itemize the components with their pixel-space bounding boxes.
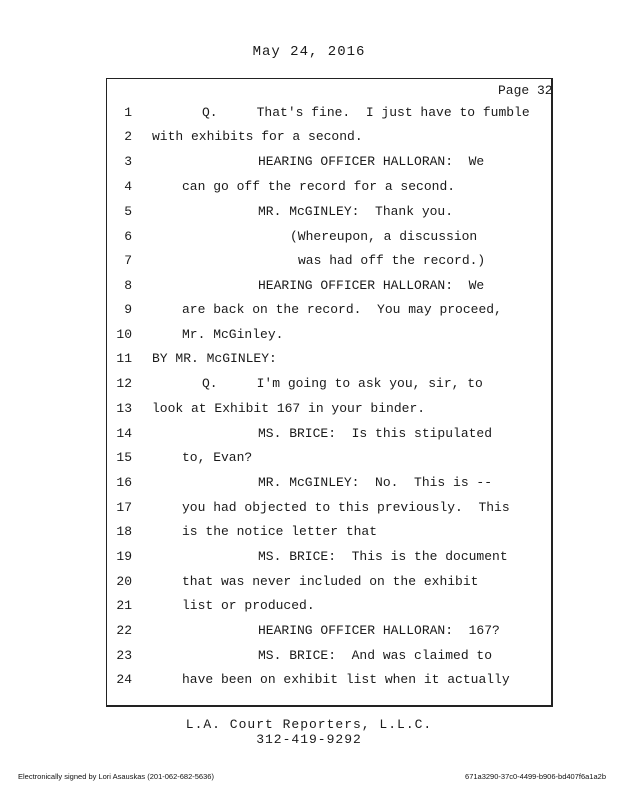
footer-company: L.A. Court Reporters, L.L.C. [185,717,433,732]
footer-phone: 312-419-9292 [256,732,362,747]
line-number: 13 [116,401,132,416]
transcript-line [0,302,618,322]
line-number: 6 [124,229,132,244]
transcript-line [0,179,618,199]
transcript-line [0,475,618,495]
transcript-line [0,450,618,470]
line-text: with exhibits for a second. [152,129,363,144]
line-number: 24 [116,672,132,687]
line-number: 12 [116,376,132,391]
line-text: HEARING OFFICER HALLORAN: We [258,278,485,293]
line-text: Mr. McGinley. [182,327,284,342]
transcript-line [0,401,618,421]
line-number: 9 [124,302,132,317]
transcript-line [0,204,618,224]
transcript-line [0,253,618,273]
line-text: to, Evan? [182,450,253,465]
transcript-line [0,623,618,643]
transcript-line [0,672,618,692]
line-number: 17 [116,500,132,515]
line-number: 22 [116,623,132,638]
line-text: Q. I'm going to ask you, sir, to [202,376,483,391]
line-number: 23 [116,648,132,663]
line-number: 2 [124,129,132,144]
page-number: Page 32 [498,83,553,98]
line-number: 5 [124,204,132,219]
line-text: have been on exhibit list when it actually [182,672,510,687]
line-number: 20 [116,574,132,589]
line-text: MS. BRICE: And was claimed to [258,648,493,663]
line-text: MR. McGINLEY: Thank you. [258,204,454,219]
transcript-line [0,500,618,520]
line-text: look at Exhibit 167 in your binder. [152,401,426,416]
line-number: 11 [116,351,132,366]
line-text: that was never included on the exhibit [182,574,479,589]
line-text: HEARING OFFICER HALLORAN: We [258,154,485,169]
line-text: (Whereupon, a discussion [290,229,478,244]
line-text: MS. BRICE: Is this stipulated [258,426,493,441]
esign-document-id: 671a3290-37c0-4499-b906-bd407f6a1a2b [465,772,606,781]
line-number: 15 [116,450,132,465]
line-number: 16 [116,475,132,490]
line-number: 10 [116,327,132,342]
transcript-line [0,327,618,347]
line-text: Q. That's fine. I just have to fumble [202,105,530,120]
line-number: 7 [124,253,132,268]
line-text: HEARING OFFICER HALLORAN: 167? [258,623,500,638]
transcript-line [0,278,618,298]
line-text: BY MR. McGINLEY: [152,351,277,366]
transcript-line [0,351,618,371]
line-text: was had off the record.) [298,253,486,268]
transcript-line [0,549,618,569]
transcript-line [0,105,618,125]
line-number: 19 [116,549,132,564]
transcript-line [0,574,618,594]
line-text: list or produced. [182,598,315,613]
transcript-line [0,129,618,149]
transcript-line [0,524,618,544]
line-text: is the notice letter that [182,524,378,539]
transcript-line [0,598,618,618]
transcript-line [0,154,618,174]
line-text: are back on the record. You may proceed, [182,302,502,317]
transcript-line [0,376,618,396]
line-text: MS. BRICE: This is the document [258,549,508,564]
line-number: 21 [116,598,132,613]
esign-signer: Electronically signed by Lori Asauskas (201-062-682-5636) [18,772,214,781]
transcript-line [0,229,618,249]
line-number: 1 [124,105,132,120]
line-number: 14 [116,426,132,441]
transcript-line [0,426,618,446]
line-number: 18 [116,524,132,539]
line-text: you had objected to this previously. This [182,500,510,515]
line-number: 3 [124,154,132,169]
transcript-line [0,648,618,668]
transcript-date: May 24, 2016 [252,44,366,60]
line-text: can go off the record for a second. [182,179,456,194]
line-number: 4 [124,179,132,194]
line-number: 8 [124,278,132,293]
line-text: MR. McGINLEY: No. This is -- [258,475,493,490]
